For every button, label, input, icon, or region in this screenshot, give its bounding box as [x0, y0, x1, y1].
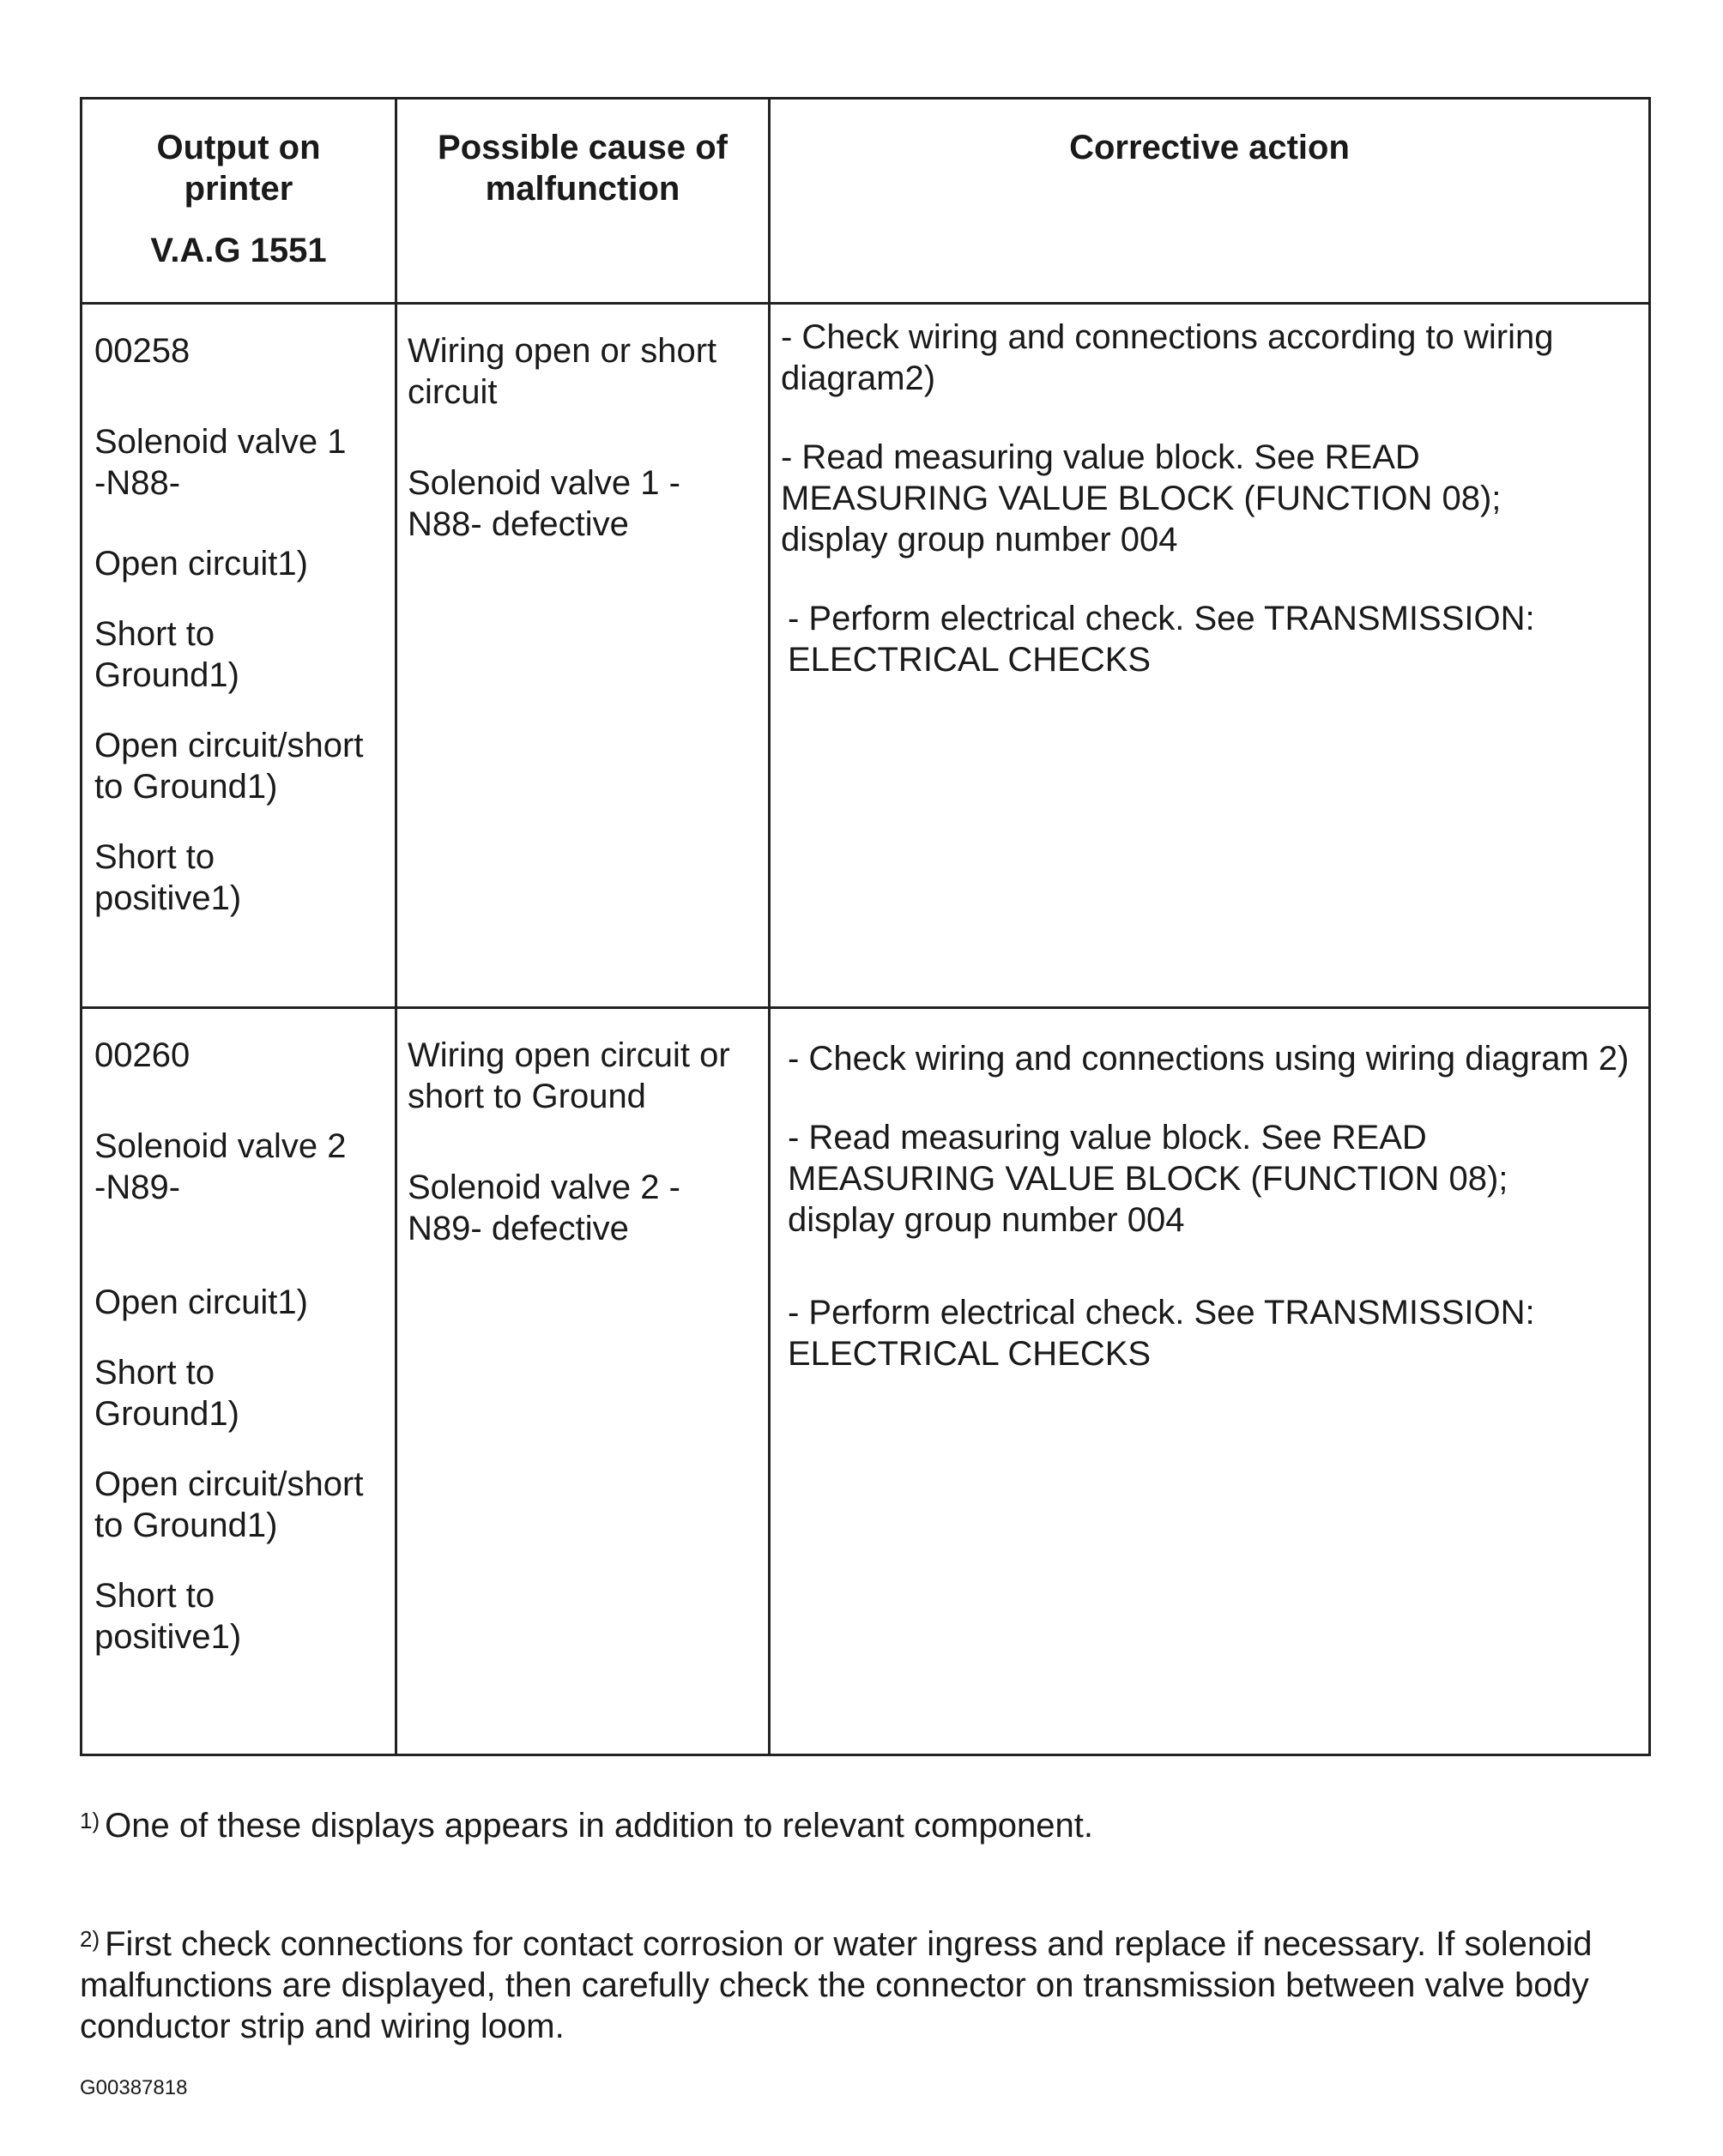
possible-cause: Wiring open or short circuit [408, 332, 717, 411]
footnote-2 [80, 1923, 1648, 2047]
table-header-row [82, 99, 1650, 304]
fault-code-table [80, 97, 1651, 1756]
corrective-action: - Read measuring value block. See READ MEASURING VALUE BLOCK (FUNCTION 08); display group number 004 [781, 438, 1502, 559]
table-row [82, 1008, 1650, 1755]
fault-status: Open circuit/short to Ground1) [94, 727, 364, 806]
fault-status: Short to positive1) [94, 838, 242, 917]
fault-status: Short to Ground1) [94, 615, 239, 694]
footnote-marker: 1) [80, 1808, 100, 1833]
possible-cause: Solenoid valve 2 - N89- defective [408, 1169, 680, 1247]
footnote-marker: 2) [80, 1926, 100, 1952]
header-possible-cause-label: Possible cause of malfunction [438, 129, 728, 208]
possible-cause: Solenoid valve 1 - N88- defective [408, 464, 680, 543]
footnote-text: One of these displays appears in addition to relevant component. [105, 1807, 1093, 1845]
header-corrective-action [770, 99, 1650, 304]
output-cell [82, 1008, 396, 1755]
output-cell [82, 304, 396, 1008]
footnote-text: First check connections for contact corrosion or water ingress and replace if necessary. If solenoid malfunctions are displayed, then carefully check the connector on transmission between valve body conductor strip and wiring loom. [80, 1925, 1593, 2045]
fault-code: 00258 [94, 332, 190, 370]
header-output-label: Output on printer [156, 129, 321, 208]
corrective-action: - Check wiring and connections according to wiring diagram2) [781, 318, 1554, 397]
header-possible-cause [396, 99, 770, 304]
fault-code: 00260 [94, 1036, 190, 1074]
cause-cell [396, 1008, 770, 1755]
possible-cause: Wiring open circuit or short to Ground [408, 1036, 730, 1115]
corrective-action: - Perform electrical check. See TRANSMISSION: ELECTRICAL CHECKS [788, 1294, 1535, 1373]
corrective-action: - Check wiring and connections using wiring diagram 2) [788, 1040, 1629, 1078]
component-name: Solenoid valve 2 -N89- [94, 1127, 347, 1206]
document-id: G00387818 [80, 2076, 188, 2099]
fault-status: Open circuit1) [94, 1283, 308, 1321]
header-output-on-printer [82, 99, 396, 304]
action-cell [770, 304, 1650, 1008]
component-name: Solenoid valve 1 -N88- [94, 423, 347, 502]
footnote-1 [80, 1805, 1648, 1846]
table-row [82, 304, 1650, 1008]
corrective-action: - Perform electrical check. See TRANSMISSION: ELECTRICAL CHECKS [788, 600, 1535, 679]
header-tester-model: V.A.G 1551 [150, 232, 327, 269]
fault-status: Open circuit1) [94, 545, 308, 583]
action-cell [770, 1008, 1650, 1755]
cause-cell [396, 304, 770, 1008]
header-corrective-action-label: Corrective action [1069, 129, 1350, 166]
fault-status: Short to Ground1) [94, 1354, 239, 1433]
fault-status: Open circuit/short to Ground1) [94, 1465, 364, 1544]
corrective-action: - Read measuring value block. See READ MEASURING VALUE BLOCK (FUNCTION 08); display group number 004 [788, 1119, 1508, 1239]
fault-status: Short to positive1) [94, 1577, 242, 1656]
